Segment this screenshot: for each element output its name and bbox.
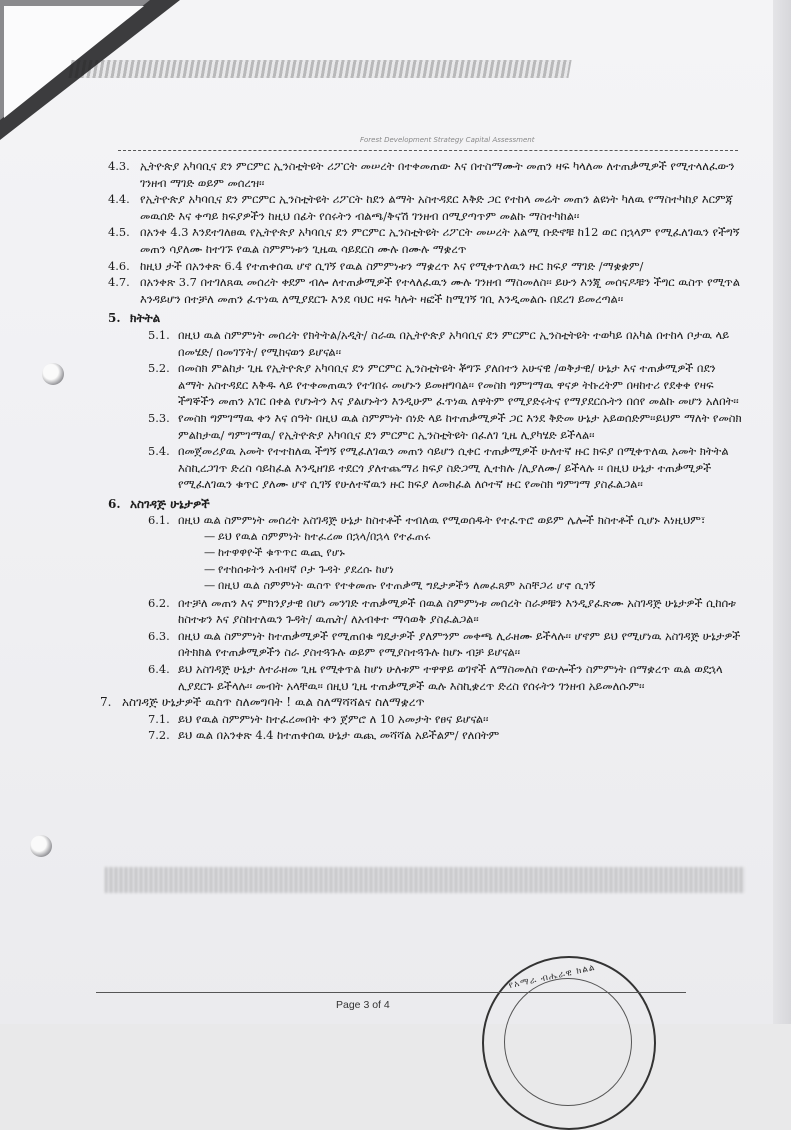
scan-smudge-top (68, 60, 571, 78)
clause (148, 410, 743, 443)
stamp-inner-ring (504, 978, 632, 1106)
clause-text: የመስክ ግምገማዉ ቀን እና ሰዓት በዚህ ዉል ስምምነት ሰነድ ላይ ከተጠቃሚዎች ጋር እንደ ቅድመ ሁኔታ አይወሰድም፡፡ይህም ማለት የመስክ ምልከታዉ/ ግምገማዉ/ የኢትዮጵያ አካባቢና ደን ምርምር ኢንስቲትዩት በፈለገ ጊዜ ሊያካሄድ ይችላል፡፡ (178, 410, 742, 442)
clause-number: 4.3. (108, 159, 130, 173)
clause-number: — (204, 530, 216, 544)
stamp-text: የአማራ ብሔራዊ ክልል (507, 962, 597, 992)
bullet-item (204, 529, 743, 545)
clause-text: በዚህ ዉል ስምምነት መሰረት የክትትል/አዲት/ ስራዉ በኢትዮጵያ አካባቢና ደን ምርምር ኢንስቲትዩት ተወካይ በአካል በተከላ ቦታዉ ላይ በመሄድ/ በመገኘት/ የሚከናወን ይሆናል፡፡ (178, 327, 730, 359)
clause-number: 4.6. (108, 258, 130, 273)
page-edge (773, 0, 791, 1024)
clause-text: ይህ አስገዳጅ ሁኔታ ለተራዘመ ጊዜ የሚቀጥል ከሆነ ሁለቱም ተዋዋይ ወገኖች ለማስመለስ የውሎችን ስምምነት በማቋረጥ ዉል ወደኋላ ሊያደርጉ ይችላሉ፡፡ መብት አላቸዉ፡፡ በዚህ ጊዜ ተጠቃሚዎች ዉሉ እስኪቋረጥ ድረስ የሰሩትን ገንዘብ አይመለሱም፡፡ (178, 662, 723, 693)
clause-number: 5.3. (148, 410, 170, 425)
clause (148, 360, 743, 410)
clause-text: ይህ የዉል ስምምነት ከተፈረመበት ቀን ጀምሮ ለ 10 አመታት የፀና ይሆናል፡፡ (178, 711, 489, 726)
clause-number: 4.4. (108, 192, 130, 207)
clause-number: — (204, 546, 216, 560)
clause (148, 628, 743, 661)
clause-number: 6.1. (148, 513, 170, 528)
clause-number: 6.4. (148, 662, 170, 677)
clause-number: 7. (100, 695, 112, 710)
clause-number: 6.2. (148, 595, 170, 610)
clause-text: አስገዳጅ ሁኔታዎች ዉስጥ ስለመግባት ! ዉል ስለማሻሻልና ስለማቋረጥ (122, 695, 425, 710)
clause (148, 711, 743, 728)
clause-text: የኢትዮጵያ አካባቢና ደን ምርምር ኢንስቲትዩት ሪፖርት ከደን ልማት አስተዳደር እቅድ ጋር የተከላ መሬት መጠን ልዩነት ካለዉ የማስተካከያ እርምጃ መዉሰድ እና ቀጣይ ክፍያዎችን ከዚህ በፊት የሰሩትን ብልጫ/ቅናሽ ገንዘብ በሚያጣጥም መልኩ ማስተካከል፡፡ (140, 192, 734, 223)
clause-number: — (204, 579, 216, 593)
clause-number: 7.2. (148, 728, 170, 743)
clause-number: — (204, 562, 216, 576)
clause (108, 191, 743, 224)
scan-smudge (105, 867, 745, 893)
punch-hole-icon (42, 363, 64, 385)
faint-header-title: Forest Development Strategy Capital Assessment (360, 136, 535, 144)
clause-text: አስገዳጅ ሁኔታዎች (130, 496, 210, 511)
clause-number: 6.3. (148, 628, 170, 643)
page-number: Page 3 of 4 (336, 999, 390, 1011)
clause-text: ይህ ዉል በአንቀጽ 4.4 ከተጠቀሰዉ ሁኔታ ዉጪ መሻሻል አይችልም/ የለበትም (178, 728, 500, 743)
clause-number: 4.7. (108, 275, 130, 290)
clause-text: በዚህ ዉል ስምምነት ከተጠቃሚዎች የሚጠበቁ ግዴታዎች ያለምንም መቀጫ ሊራዘሙ ይችላሉ፡፡ ሆኖም ይህ የሚሆነዉ አስገዳጅ ሁኔታዎች በትክክል የተጠቃሚዎችን ስራ ያስተጓጉሉ ወይም የሚያስተጓጉሉ ከሆኑ ብቻ ይሆናል፡፡ (178, 628, 741, 660)
clause-number: 7.1. (148, 711, 170, 726)
punch-hole-icon (30, 835, 52, 857)
clause-text: በአንቀ 4.3 እንደተገለፀዉ የኢትዮጵያ አካባቢና ደን ምርምር ኢንስቲትዩት ሪፖርት መሠረት አልሚ ቡድኖቹ ከ12 ወር በኋላም የሚፈለገዉን የችግኝ መጠን ሳያለሙ ከተገኙ የዉል ስምምነቱን ጊዜዉ ሳይደርስ ሙሉ በሙሉ ማቋረጥ (140, 225, 740, 256)
clause-text: በመስክ ምልከታ ጊዜ የኢትዮጵያ አካባቢና ደን ምርምር ኢንስቲትዩት ቾግኙ ያለበተን አሁናዊ /ወቅታዊ/ ሁኔታ እና ተጠቃሚዎች በደን ልማት አስተዳደር እቅዱ ላይ የተቀመጠዉን የተገበሩ መሆኑን ይመዘግባል፡፡ የመስክ ግምገማዉ ዋናዎ ትኩረትም በዛከተሪ የደቀቀ የዛፍ ችግኞችን መጠን አገር በቀል የሆኑትን እና ያልሆኑትን እንዲሁም ፈጥነዉ ለዋትም የሚያድሩትና የማያደርሱትን በሰየ መልኩ መሆን አለበት፡፡ (178, 361, 739, 409)
official-stamp (482, 956, 656, 1130)
clause (108, 158, 743, 191)
clause (148, 727, 743, 744)
clause (148, 595, 743, 628)
bullet-item (204, 578, 743, 594)
clause (148, 512, 743, 529)
clause-text: ኢትዮጵያ አካባቢና ደን ምርምር ኢንስቲትዩት ሪፖርት መሠረት በተቀመጠው እና በተስማሙት መጠን ዛፍ ካላለመ ለተጠቃሚዎች የሚተላለፈውን ገንዘብ ማገድ ወይም መሰረዝ፡፡ (140, 159, 735, 190)
header-rule (118, 150, 738, 151)
clause-number: 5.4. (148, 444, 170, 459)
clause-number: 5.2. (148, 361, 170, 376)
clause (108, 274, 743, 307)
clause-text: በመጀመሪያዉ አመት የተተከለዉ ችግኝ የሚፈለገዉን መጠን ሳይሆን ሲቀር ተጠቃሚዎች ሁለተኛ ዙር ክፍያ በሚቀጥለዉ አመት ክትትል እስኪረጋገጥ ድረስ ሳይከፈል እንዲዘገይ ተደርጎ ያለተጨማሪ ክፍያ ስድጋሚ ሊተክሉ /ሊያለሙ/ ይችላሉ ፡፡ በዚህ ሁኔታ ተጠቃሚዎች የሚፈለገዉን ቁጥር ያለሙ ሆኖ ሲገኝ የሁለተኛዉን ዙር ክፍያ ለመክፈል ለሶተኛ ዙር የመስክ ግምገማ ያስፈልጋል፡፡ (178, 444, 729, 492)
bullet-item (204, 562, 743, 578)
clause (148, 443, 743, 493)
clause (148, 661, 743, 694)
clause-text: ከዚህ ታች በአንቀጽ 6.4 የተጠቀሰዉ ሆኖ ሲገኝ የዉል ስምምነቱን ማቋረጥ እና የሚቀጥለዉን ዙር ክፍያ ማገድ /ማቋቋም/ (140, 258, 644, 273)
clause (108, 224, 743, 257)
section-heading (108, 496, 743, 513)
clause-text: በተቻለ መጠን እና ምክንያታዊ በሆነ መንገድ ተጠቃሚዎች በዉል ስምምነቱ መሰረት ስራዎቹን እንዲያፈጽሙ አስገዳጅ ሁኔታዎች ሲከሰቱ ከስተቱን እና ያስከተለዉን ጉዳት/ ዉጤት/ ለአብቀተ ማሳወቅ ያስፈልጋል፡፡ (178, 595, 736, 627)
clause-text: በዚህ ዉል ስምምነት መሰረት አስገዳጅ ሁኔታ ከስተቶች ተብለዉ የሚወሰዱት የተፈጥሮ ወይም ሌሎች ክስተቶች ሲሆኑ እነዚህም፣ (178, 513, 706, 528)
clause-number: 5.1. (148, 327, 170, 342)
clause-number: 5. (108, 311, 121, 326)
clause-text: የተከሰቱትን አብዛኛ ቦታ ጉዳት ያደረሱ ከሆነ (218, 562, 394, 576)
clause (148, 327, 743, 360)
clause-text: በአንቀጽ 3.7 በተገለጸዉ መሰረት ቀደም ብሎ ለተጠቃሚዎች የተላለፈዉን ሙሉ ገንዘብ ማስመለስ፡፡ ይሁን እንጂ መሰናዶቹን ችግር ዉስጥ የሚጥል እንዳይሆን በተቻለ መጠን ፈጥነዉ ለሚያደርጉ እንደ ባህር ዛፍ ካሉት ዛፎች ከሚገኝ ገቢ እንዲመልሱ በደረገ ይመረጣል፡፡ (140, 275, 740, 306)
clause-text: ክትትል (130, 311, 161, 326)
bullet-item (204, 545, 743, 561)
clause-text: በዚህ ዉል ስምምነት ዉስጥ የተቀመጡ የተጠቃሚ ግዴታዎችን ለመፈጸም አስቸጋሪ ሆኖ ሲገኝ (218, 579, 596, 593)
clause (108, 258, 743, 275)
clause-text: ከተዋዋዮች ቁጥጥር ዉጪ የሆኑ (218, 546, 345, 560)
clause-number: 6. (108, 496, 121, 511)
footer-rule (96, 992, 686, 993)
document-body (100, 158, 743, 744)
clause-number: 4.5. (108, 225, 130, 240)
section-heading (100, 694, 743, 711)
clause-text: ይህ የዉል ስምምነት ከተፈረመ በኋላ/በኋላ የተፈጠሩ (218, 530, 431, 544)
section-heading (108, 310, 743, 327)
